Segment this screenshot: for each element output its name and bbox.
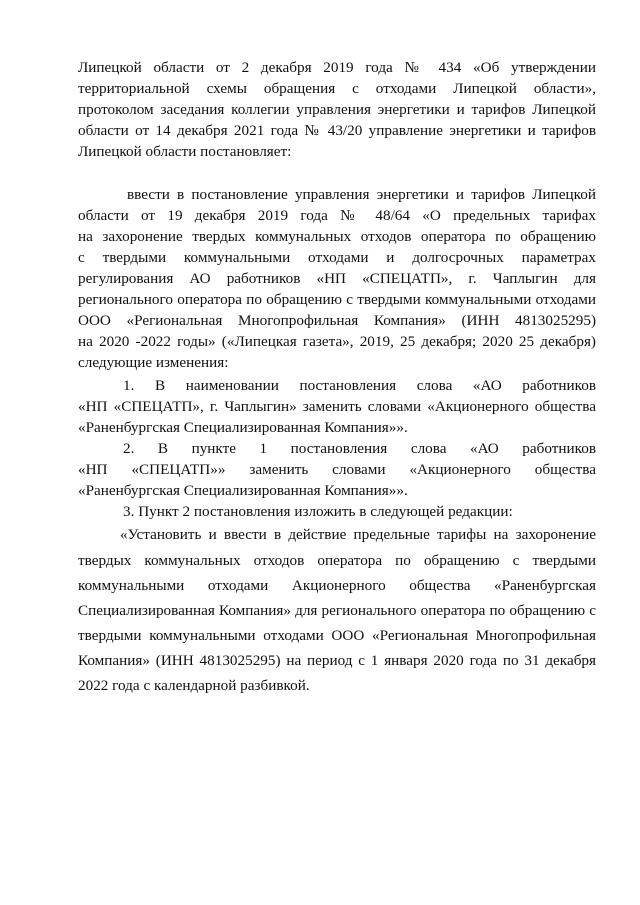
text-line: Специализированная Компания» для регионального оператора по обращению с [78,602,596,619]
quoted-text-paragraph [78,522,596,698]
item-2-paragraph [78,438,596,501]
text-line: «Раненбургская Специализированная Компания»». [78,419,408,436]
text-line: с твердыми коммунальными отходами и долгосрочных параметрах [78,249,596,266]
text-line: твердых коммунальных отходов оператора по обращению с твердыми [78,552,596,569]
text-line: «Установить и ввести в действие предельные тарифы на захоронение [120,526,596,543]
text-line: Липецкой области от 2 декабря 2019 года № 434 «Об утверждении [78,59,596,76]
text-line: Компания» (ИНН 4813025295) на период с 1 января 2020 года по 31 декабря [78,652,596,669]
text-line: 2022 года с календарной разбивкой. [78,677,310,694]
text-line: «НП «СПЕЦАТП»» заменить словами «Акционерного общества [78,461,596,478]
text-line: ввести в постановление управления энергетики и тарифов Липецкой [127,186,596,203]
text-line: 2. В пункте 1 постановления слова «АО работников [123,440,596,457]
item-3-paragraph [78,501,596,522]
text-line: области от 14 декабря 2021 года № 43/20 управление энергетики и тарифов [78,122,596,139]
text-line: 1. В наименовании постановления слова «АО работников [123,377,596,394]
text-line: регионального оператора по обращению с твердыми коммунальными отходами [78,291,596,308]
text-line: Липецкой области постановляет: [78,143,292,160]
text-line: на 2020 -2022 годы» («Липецкая газета», 2019, 25 декабря; 2020 25 декабря) [78,333,596,350]
text-line: коммунальными отходами Акционерного общества «Раненбургская [78,577,596,594]
text-line: протоколом заседания коллегии управления энергетики и тарифов Липецкой [78,101,596,118]
item-1-paragraph [78,375,596,438]
text-line: следующие изменения: [78,354,229,371]
text-line: 3. Пункт 2 постановления изложить в следующей редакции: [123,503,513,520]
text-line: территориальной схемы обращения с отходами Липецкой области», [78,80,596,97]
text-line: «Раненбургская Специализированная Компания»». [78,482,408,499]
text-line: на захоронение твердых коммунальных отходов оператора по обращению [78,228,596,245]
text-line: твердыми коммунальными отходами ООО «Региональная Многопрофильная [78,627,596,644]
preamble-paragraph [78,57,596,162]
text-line: области от 19 декабря 2019 года № 48/64 «О предельных тарифах [78,207,596,224]
text-line: «НП «СПЕЦАТП», г. Чаплыгин» заменить словами «Акционерного общества [78,398,596,415]
text-line: ООО «Региональная Многопрофильная Компания» (ИНН 4813025295) [78,312,596,329]
decree-paragraph [78,184,596,373]
text-line: регулирования АО работников «НП «СПЕЦАТП», г. Чаплыгин для [78,270,596,287]
